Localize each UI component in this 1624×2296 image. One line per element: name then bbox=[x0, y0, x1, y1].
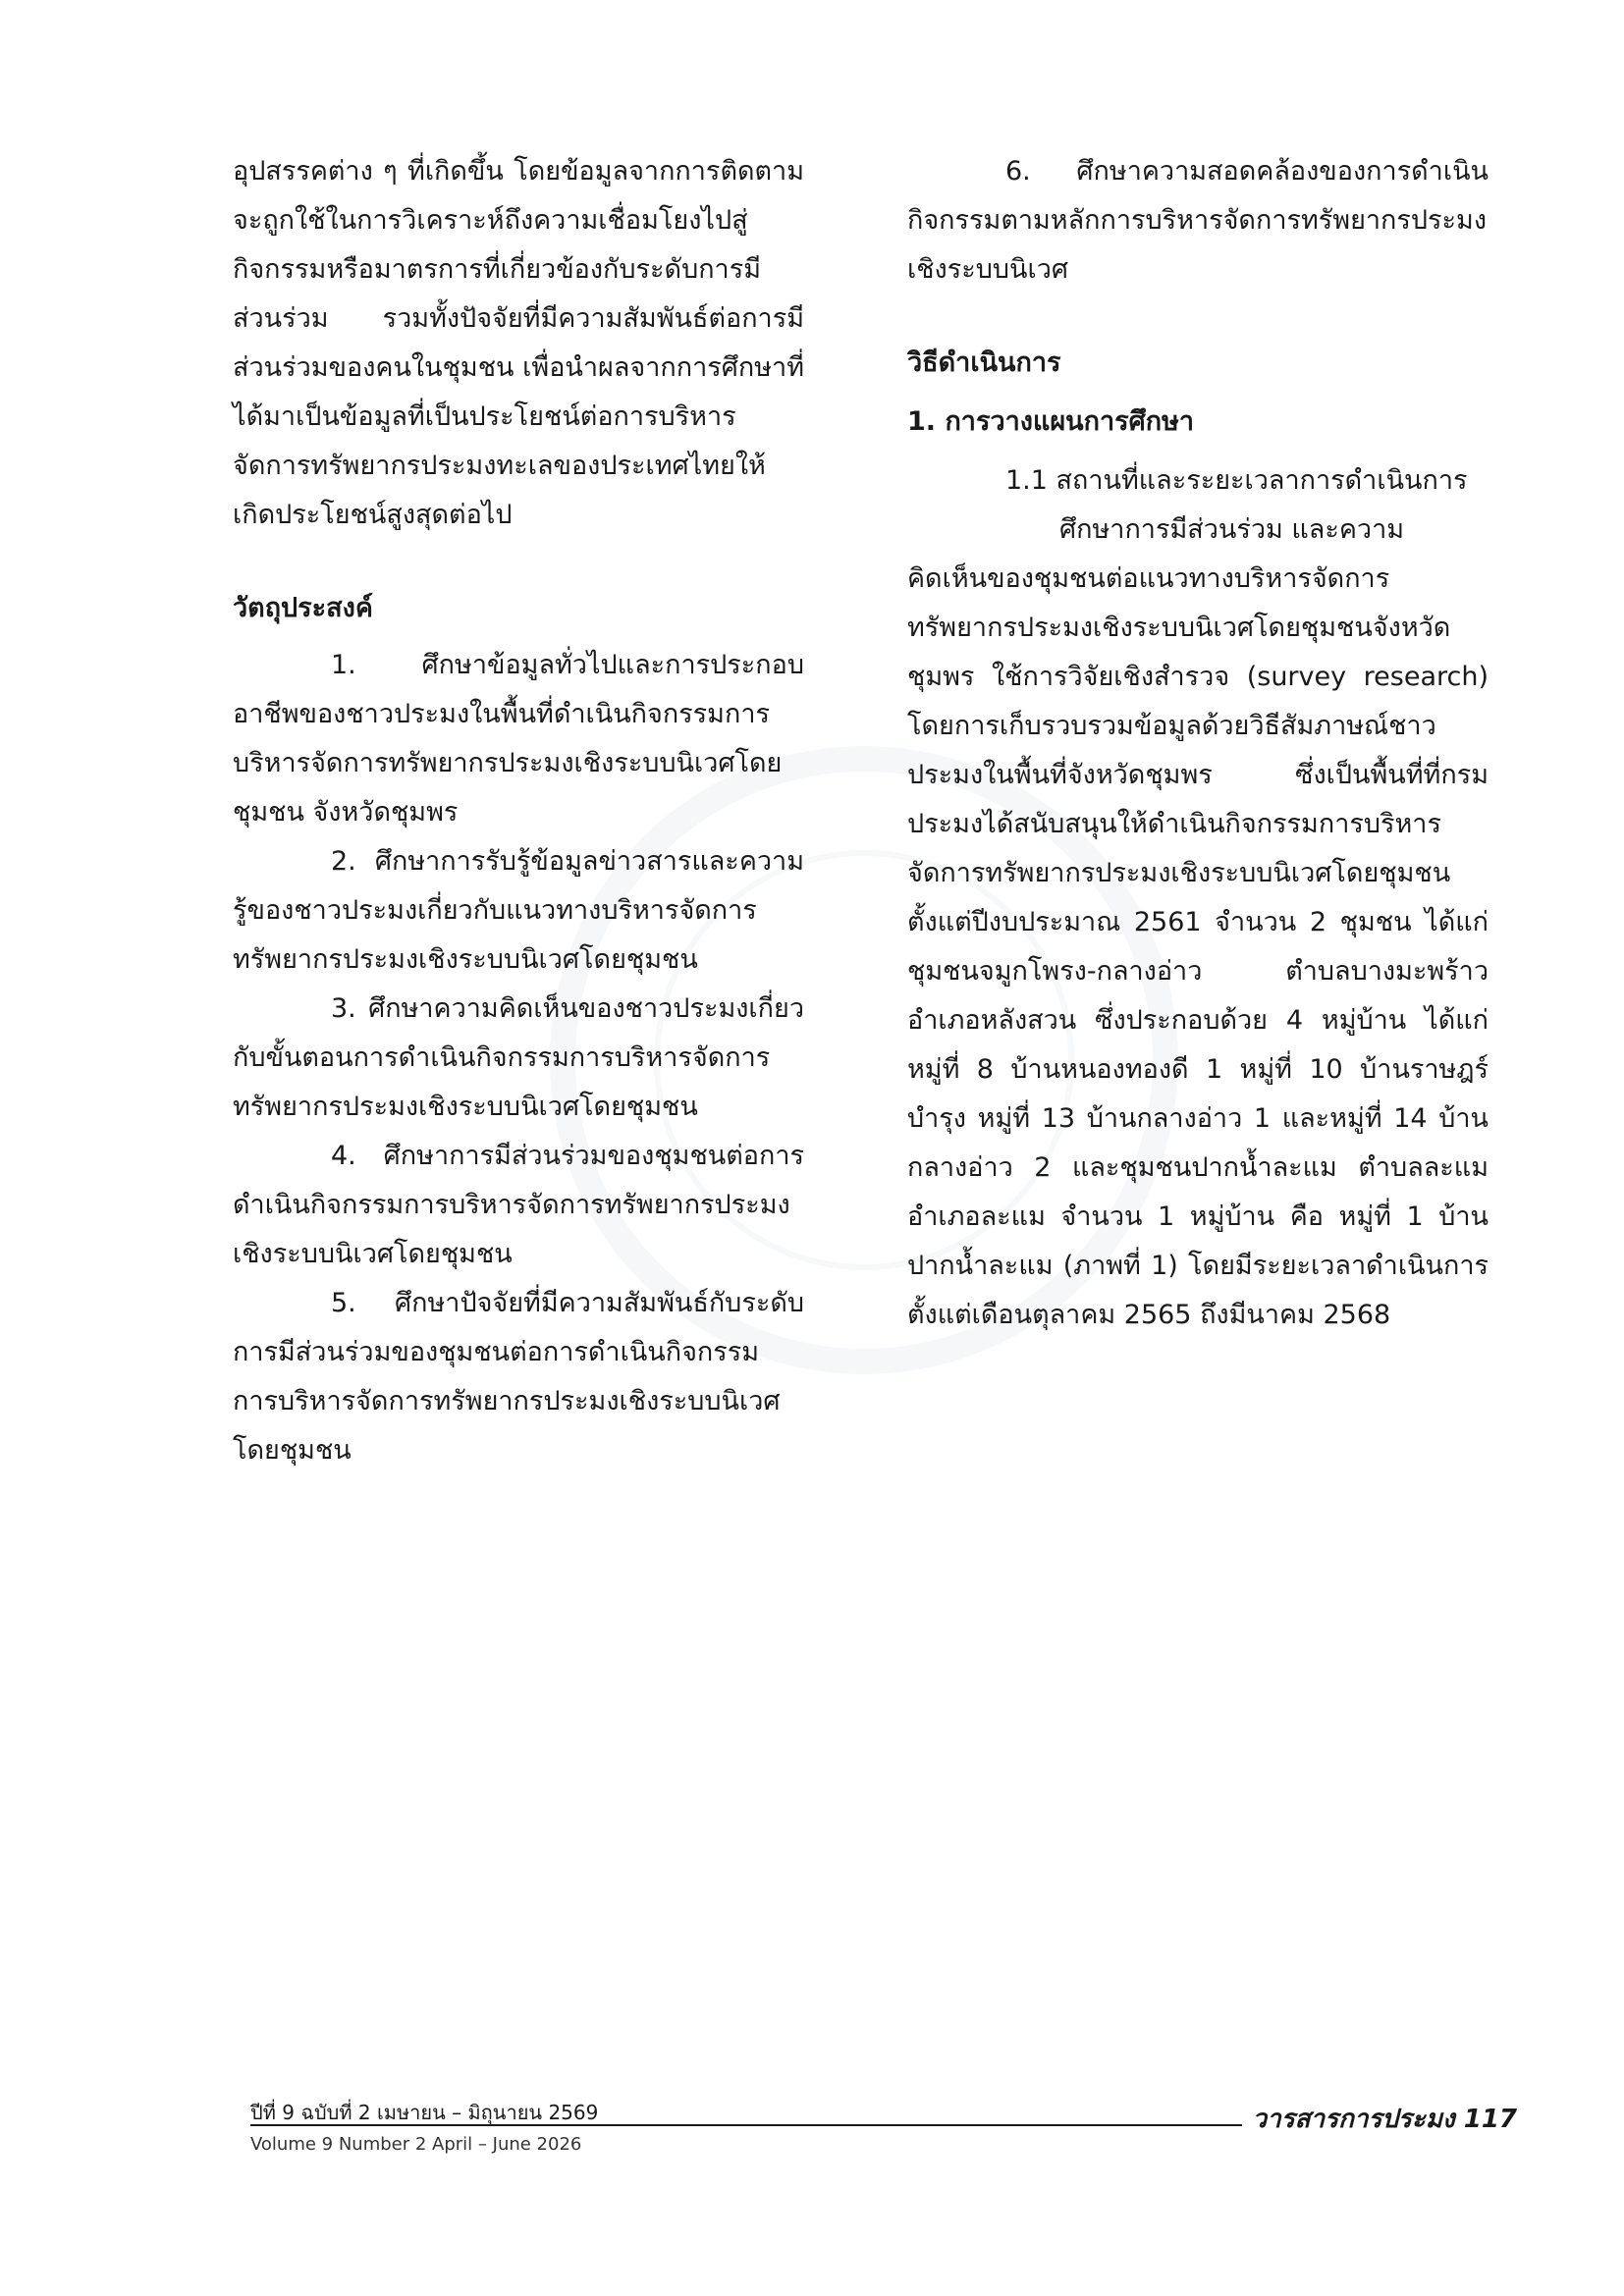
methods-heading: วิธีดำเนินการ bbox=[907, 347, 1061, 378]
issue-info-thai: ปีที่ 9 ฉบับที่ 2 เมษายน – มิถุนายน 2569 bbox=[250, 2101, 599, 2124]
footer-rule bbox=[250, 2124, 1242, 2126]
journal-title-page-number: วารสารการประมง 117 bbox=[1252, 2105, 1517, 2134]
objective-item-5: 5. ศึกษาปัจจัยที่มีความสัมพันธ์กับระดับการมีส่วนร่วมของชุมชนต่อการดำเนินกิจกรรมการบริหารจัดการทรัพยากรประมงเชิงระบบนิเวศโดยชุมชน bbox=[233, 1288, 804, 1466]
objectives-heading: วัตถุประสงค์ bbox=[233, 593, 373, 623]
objective-item-4: 4. ศึกษาการมีส่วนร่วมของชุมชนต่อการดำเนินกิจกรรมการบริหารจัดการทรัพยากรประมงเชิงระบบนิเวศโดยชุมชน bbox=[233, 1141, 804, 1269]
objective-item-1: 1. ศึกษาข้อมูลทั่วไปและการประกอบอาชีพของชาวประมงในพื้นที่ดำเนินกิจกรรมการบริหารจัดการทรัพยากรประมงเชิงระบบนิเวศโดยชุมชน จังหวัดชุมพร bbox=[233, 650, 804, 828]
subsection-1-1-body: คิดเห็นของชุมชนต่อแนวทางบริหารจัดการทรัพยากรประมงเชิงระบบนิเวศโดยชุมชนจังหวัดชุมพร ใช้การวิจัยเชิงสำรวจ (survey research) โดยการเก็บรวบรวมข้อมูลด้วยวิธีสัมภาษณ์ชาวประมงในพื้นที่จังหวัดชุมพร ซึ่งเป็นพื้นที่ที่กรมประมงได้สนับสนุนให้ดำเนินกิจกรรมการบริหารจัดการทรัพยากรประมงเชิงระบบนิเวศโดยชุมชน ตั้งแต่ปีงบประมาณ 2561 จำนวน 2 ชุมชน ได้แก่ ชุมชนจมูกโพรง-กลางอ่าว ตำบลบางมะพร้าว อำเภอหลังสวน ซึ่งประกอบด้วย 4 หมู่บ้าน ได้แก่ หมู่ที่ 8 บ้านหนองทองดี 1 หมู่ที่ 10 บ้านราษฎร์บำรุง หมู่ที่ 13 บ้านกลางอ่าว 1 และหมู่ที่ 14 บ้านกลางอ่าว 2 และชุมชนปากน้ำละแม ตำบลละแม อำเภอละแม จำนวน 1 หมู่บ้าน คือ หมู่ที่ 1 บ้านปากน้ำละแม (ภาพที่ 1) โดยมีระยะเวลาดำเนินการตั้งแต่เดือนตุลาคม 2565 ถึงมีนาคม 2568 bbox=[907, 563, 1489, 1330]
subsection-1-1-title-line-1: 1.1 สถานที่และระยะเวลาการดำเนินการ bbox=[1005, 465, 1468, 496]
page-footer bbox=[250, 2099, 1517, 2167]
issue-info-english: Volume 9 Number 2 April – June 2026 bbox=[250, 2134, 582, 2155]
subsection-1-1-title-line-2: ศึกษาการมีส่วนร่วม และความ bbox=[1059, 514, 1405, 545]
left-column bbox=[233, 147, 804, 1475]
subsection-1-1-title bbox=[907, 456, 1489, 555]
objective-item-3: 3. ศึกษาความคิดเห็นของชาวประมงเกี่ยวกับขั้นตอนการดำเนินกิจกรรมการบริหารจัดการทรัพยากรประมงเชิงระบบนิเวศโดยชุมชน bbox=[233, 993, 804, 1122]
objective-item-6: 6. ศึกษาความสอดคล้องของการดำเนินกิจกรรมตามหลักการบริหารจัดการทรัพยากรประมงเชิงระบบนิเวศ bbox=[907, 156, 1489, 285]
objective-item-2: 2. ศึกษาการรับรู้ข้อมูลข่าวสารและความรู้ของชาวประมงเกี่ยวกับแนวทางบริหารจัดการทรัพยากรประมงเชิงระบบนิเวศโดยชุมชน bbox=[233, 846, 804, 975]
intro-paragraph: อุปสรรคต่าง ๆ ที่เกิดขึ้น โดยข้อมูลจากการติดตาม จะถูกใช้ในการวิเคราะห์ถึงความเชื่อมโยงไปสู่กิจกรรมหรือมาตรการที่เกี่ยวข้องกับระดับการมีส่วนร่วม รวมทั้งปัจจัยที่มีความสัมพันธ์ต่อการมีส่วนร่วมของคนในชุมชน เพื่อนำผลจากการศึกษาที่ได้มาเป็นข้อมูลที่เป็นประโยชน์ต่อการบริหารจัดการทรัพยากรประมงทะเลของประเทศไทยให้เกิดประโยชน์สูงสุดต่อไป bbox=[233, 156, 804, 530]
right-column bbox=[907, 147, 1489, 1340]
section-1-heading: 1. การวางแผนการศึกษา bbox=[907, 406, 1195, 437]
